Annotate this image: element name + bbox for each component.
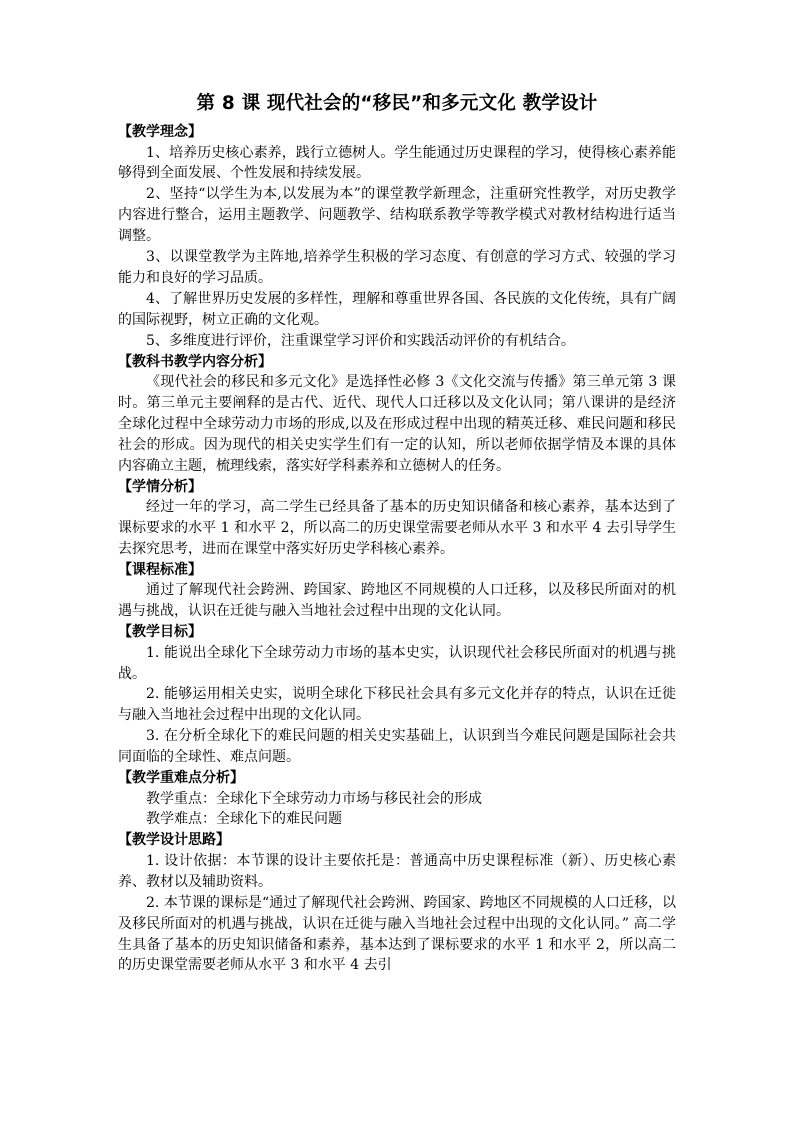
section-curriculum-standard	[118, 560, 676, 622]
paragraph: 2、坚持“以学生为本,以发展为本”的课堂教学新理念，注重研究性教学，对历史教学内容进行整合，运用主题教学、问题教学、结构联系教学等教学模式对教材结构进行适当调整。	[118, 186, 676, 245]
paragraph: 1. 设计依据：本节课的设计主要依托是：普通高中历史课程标准（新）、历史核心素养、教材以及辅助资料。	[118, 852, 676, 890]
paragraph: 2. 本节课的课标是“通过了解现代社会跨洲、跨国家、跨地区不同规模的人口迁移，以及移民所面对的机遇与挑战，认识在迁徙与融入当地社会过程中出现的文化认同。” 高二学生具备了基本的历史知识储备和素养，基本达到了课标要求的水平 1 和水平 2，所以高二的历史课堂需要老师从水平 3 和水平 4 去引	[118, 894, 676, 974]
section-teaching-philosophy	[118, 122, 676, 352]
section-heading: 【课程标准】	[118, 561, 202, 578]
paragraph: 《现代社会的移民和多元文化》是选择性必修 3《文化交流与传播》第三单元第 3 课时。第三单元主要阐释的是古代、近代、现代人口迁移以及文化认同；第八课讲的是经济全球化过程中全球劳动力市场的形成,以及在形成过程中出现的精英迁移、难民问题和移民社会的形成。因为现代的相关史实学生们有一定的认知，所以老师依据学情及本课的具体内容确立主题，梳理线索，落实好学科素养和立德树人的任务。	[118, 374, 676, 474]
section-heading: 【教科书教学内容分析】	[118, 353, 272, 370]
section-textbook-analysis	[118, 352, 676, 477]
paragraph: 1. 能说出全球化下全球劳动力市场的基本史实，认识现代社会移民所面对的机遇与挑战。	[118, 644, 676, 682]
section-heading: 【学情分析】	[118, 478, 202, 495]
paragraph: 3、以课堂教学为主阵地,培养学生积极的学习态度、有创意的学习方式、较强的学习能力和良好的学习品质。	[118, 249, 676, 286]
paragraph: 教学重点：全球化下全球劳动力市场与移民社会的形成	[146, 790, 482, 807]
paragraph: 通过了解现代社会跨洲、跨国家、跨地区不同规模的人口迁移，以及移民所面对的机遇与挑战，认识在迁徙与融入当地社会过程中出现的文化认同。	[118, 582, 676, 620]
paragraph: 5、多维度进行评价，注重课堂学习评价和实践活动评价的有机结合。	[146, 332, 575, 349]
paragraph: 4、了解世界历史发展的多样性，理解和尊重世界各国、各民族的文化传统，具有广阔的国际视野，树立正确的文化观。	[118, 290, 676, 328]
section-learner-analysis	[118, 477, 676, 560]
section-heading: 【教学目标】	[118, 624, 202, 641]
paragraph: 教学难点：全球化下的难民问题	[146, 811, 342, 828]
document-page	[118, 92, 676, 976]
paragraph: 经过一年的学习，高二学生已经具备了基本的历史知识储备和核心素养，基本达到了课标要求的水平 1 和水平 2，所以高二的历史课堂需要老师从水平 3 和水平 4 去引导学生去探究思考，进而在课堂中落实好历史学科核心素养。	[118, 499, 676, 557]
section-teaching-objectives	[118, 622, 676, 768]
section-key-difficult-points	[118, 768, 676, 830]
paragraph: 1、培养历史核心素养，践行立德树人。学生能通过历史课程的学习，使得核心素养能够得到全面发展、个性发展和持续发展。	[118, 144, 676, 182]
section-heading: 【教学设计思路】	[118, 832, 230, 849]
section-heading: 【教学重难点分析】	[118, 770, 244, 787]
section-design-approach	[118, 830, 676, 976]
paragraph: 2. 能够运用相关史实，说明全球化下移民社会具有多元文化并存的特点，认识在迁徙与融入当地社会过程中出现的文化认同。	[118, 686, 676, 724]
document-title: 第 8 课 现代社会的“移民”和多元文化 教学设计	[196, 93, 598, 114]
paragraph: 3. 在分析全球化下的难民问题的相关史实基础上，认识到当今难民问题是国际社会共同面临的全球性、难点问题。	[118, 728, 676, 766]
section-heading: 【教学理念】	[118, 124, 202, 140]
